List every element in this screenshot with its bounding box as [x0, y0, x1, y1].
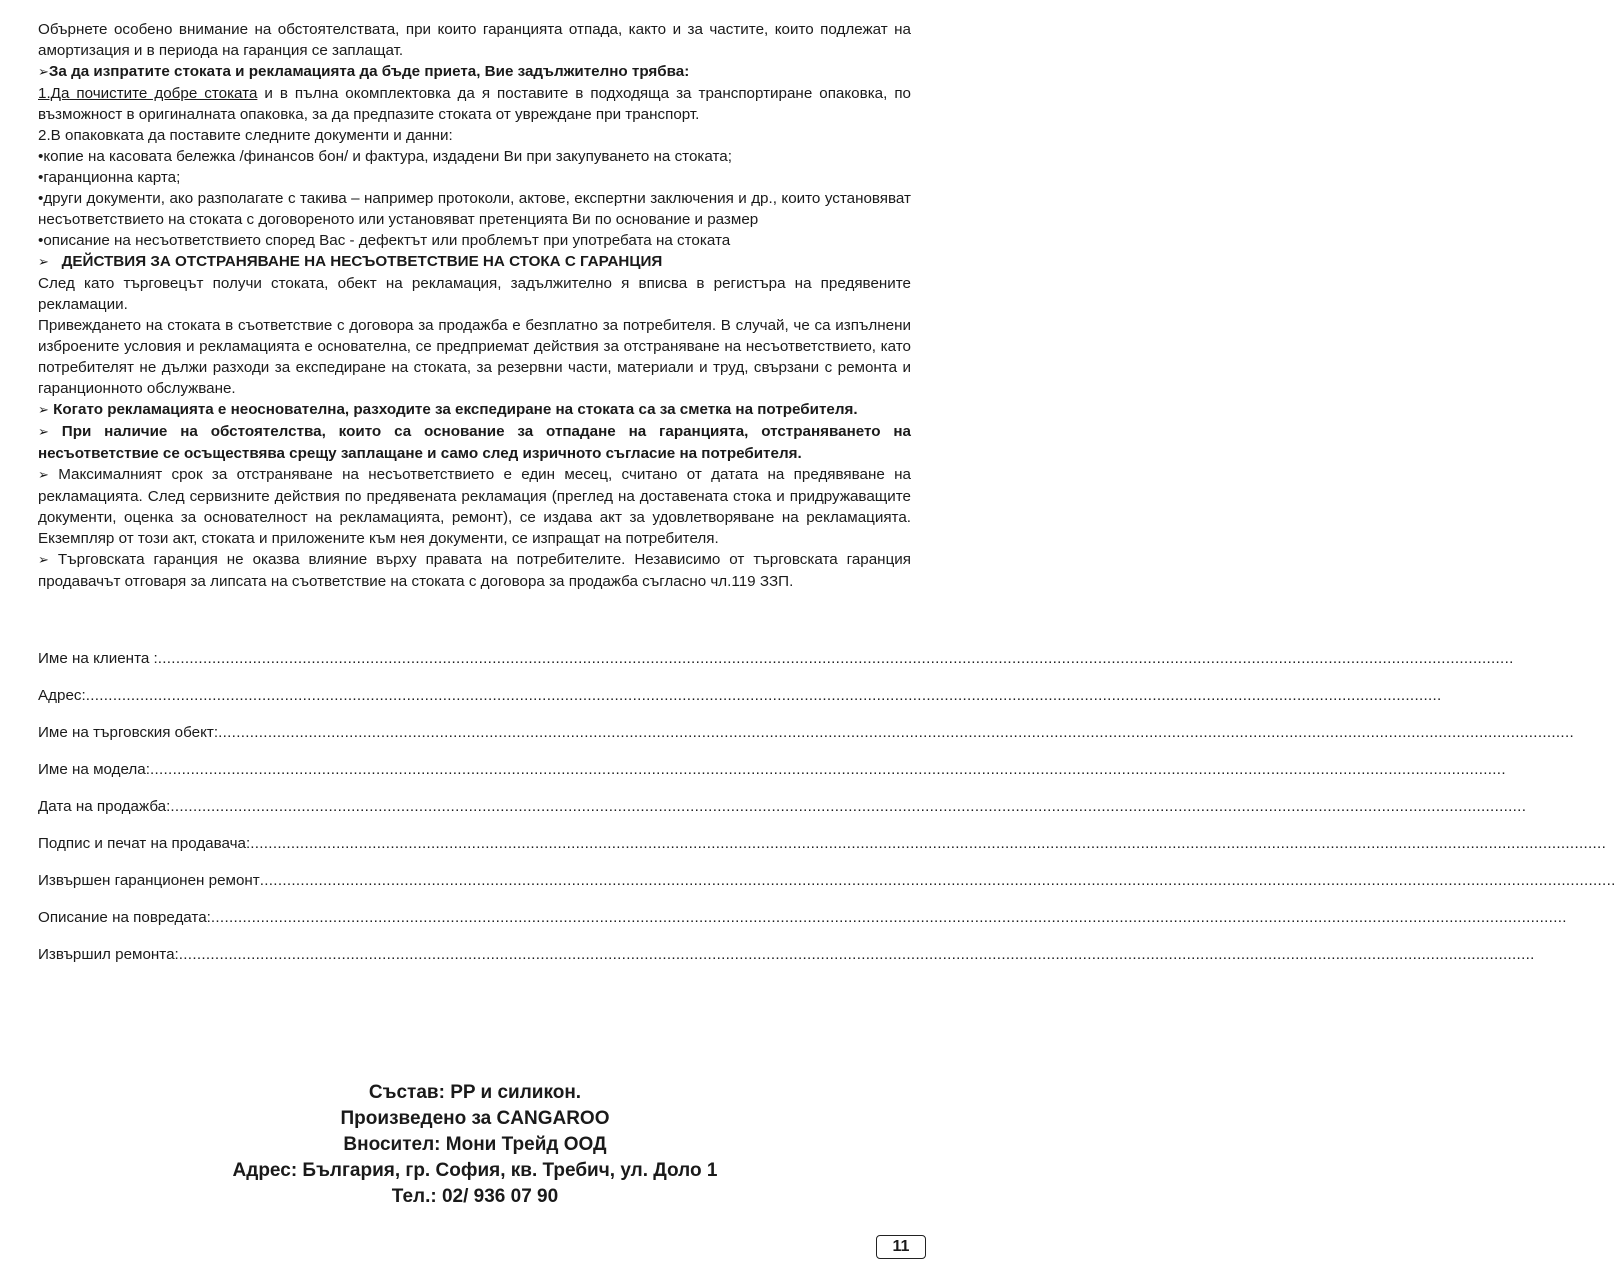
model-name-field[interactable]: [38, 761, 1506, 798]
address-field[interactable]: [38, 687, 1442, 724]
field-label: Име на търговския обект:: [38, 724, 219, 741]
fill-line[interactable]: ............................................................................................................................................................................................................................................................................................................: [210, 909, 1567, 926]
field-label: Адрес:: [38, 687, 86, 704]
sale-date-field[interactable]: [38, 798, 1527, 835]
warranty-void-paragraph: [38, 421, 911, 464]
bullet-item: •описание на несъответствието според Вас - дефектът или проблемът при употребата на стоката: [38, 232, 731, 249]
actions-heading: [38, 251, 911, 273]
actions-heading-text: ДЕЙСТВИЯ ЗА ОТСТРАНЯВАНЕ НА НЕСЪОТВЕТСТВИЕ НА СТОКА С ГАРАНЦИЯ: [61, 253, 663, 270]
commercial-warranty-paragraph: [38, 549, 911, 592]
fill-line[interactable]: ............................................................................................................................................................................................................................................................................................................: [259, 872, 1616, 889]
field-label: Дата на продажба:: [38, 798, 171, 815]
arrow-bullet-icon: ➢: [38, 65, 49, 80]
fill-line[interactable]: ............................................................................................................................................................................................................................................................................................................: [250, 835, 1607, 852]
unfounded-claim-text: Когато рекламацията е неоснователна, разходите за експедиране на стоката са за сметка на потребителя.: [53, 401, 858, 418]
repair-term-paragraph: [38, 464, 911, 549]
fill-line[interactable]: ............................................................................................................................................................................................................................................................................................................: [178, 946, 1535, 963]
repaired-by-field[interactable]: [38, 946, 1535, 983]
commercial-warranty-text: Търговската гаранция не оказва влияние върху правата на потребителите. Независимо от търговската гаранция продавачът отговаря за липсата на съответствие на стоката с договора за продажба съгласно чл.119 ЗЗП.: [38, 551, 911, 590]
field-label: Описание на повредата:: [38, 909, 211, 926]
client-name-field[interactable]: [38, 650, 1514, 687]
fill-line[interactable]: ............................................................................................................................................................................................................................................................................................................: [170, 798, 1527, 815]
bullet-item: •гаранционна карта;: [38, 169, 181, 186]
arrow-bullet-icon: ➢: [38, 553, 49, 568]
arrow-bullet-icon: ➢: [38, 255, 49, 270]
fill-line[interactable]: ............................................................................................................................................................................................................................................................................................................: [149, 761, 1506, 778]
send-heading-text: За да изпратите стоката и рекламацията да бъде приета, Вие задължително трябва:: [48, 63, 690, 80]
step-2-paragraph: 2.В опаковката да поставите следните документи и данни:: [38, 127, 453, 144]
register-paragraph: След като търговецът получи стоката, обект на рекламация, задължително я вписва в регистъра на предявените рекламации.: [38, 275, 911, 313]
fill-line[interactable]: ............................................................................................................................................................................................................................................................................................................: [218, 724, 1574, 741]
seller-signature-field[interactable]: [38, 835, 1607, 872]
field-label: Име на клиента :: [38, 650, 158, 667]
fill-line[interactable]: ............................................................................................................................................................................................................................................................................................................: [85, 687, 1442, 704]
bullet-item: •други документи, ако разполагате с такива – например протоколи, актове, експертни заключения и др., които установяват несъответствието на стоката с договореното или установяват претенцията Ви по основание и размер: [38, 190, 911, 228]
phone-line: Тел.: 02/ 936 07 90: [391, 1186, 559, 1207]
product-info-footer: [0, 1080, 950, 1210]
step-1-paragraph: [38, 83, 911, 125]
step-1-rest: и в пълна окомплектовка да я поставите в подходяща за транспортиране опаковка, по възможност в оригиналната опаковка, за да предпазите стоката от увреждане при транспорт.: [38, 85, 911, 123]
step-1-underlined: 1.Да почистите добре стоката: [38, 85, 258, 102]
importer-line: Вносител: Мони Трейд ООД: [343, 1134, 607, 1155]
free-repair-paragraph: Привеждането на стоката в съответствие с договора за продажба е безплатно за потребителя. В случай, че са изпълнени изброените условия и рекламацията е основателна, се предприемат действия за отстраняване на несъответствието, като потребителят не дължи разходи за експедиране на стоката, за резервни части, материали и труд, свързани с ремонта и гаранционното обслужване.: [38, 317, 911, 397]
field-label: Име на модела:: [38, 761, 150, 778]
warranty-void-text: При наличие на обстоятелства, които са основание за отпадане на гаранцията, отстраняването на несъответствие се осъществява срещу заплащане и само след изричното съгласие на потребителя.: [38, 423, 911, 462]
field-label: Извършен гаранционен ремонт: [38, 872, 260, 889]
made-for-line: Произведено за CANGAROO: [340, 1108, 610, 1129]
warranty-form: [38, 650, 1616, 983]
store-name-field[interactable]: [38, 724, 1574, 761]
composition-line: Състав: PP и силикон.: [368, 1082, 582, 1103]
arrow-bullet-icon: ➢: [38, 403, 49, 418]
bullet-item: •копие на касовата бележка /финансов бон/ и фактура, издадени Ви при закупуването на стоката;: [38, 148, 732, 165]
field-label: Подпис и печат на продавача:: [38, 835, 251, 852]
damage-description-field[interactable]: [38, 909, 1567, 946]
unfounded-claim-paragraph: [38, 399, 911, 421]
warranty-repair-field[interactable]: [38, 872, 1616, 909]
address-line: Адрес: България, гр. София, кв. Требич, ул. Доло 1: [232, 1160, 718, 1181]
arrow-bullet-icon: ➢: [38, 468, 49, 483]
field-label: Извършил ремонта:: [38, 946, 179, 963]
page-number: 11: [876, 1235, 926, 1259]
send-instructions-heading: [38, 61, 911, 83]
fill-line[interactable]: ............................................................................................................................................................................................................................................................................................................: [157, 650, 1514, 667]
warranty-terms-text: [38, 19, 911, 592]
repair-term-text: Максималният срок за отстраняване на несъответствието е един месец, считано от датата на предявяване на рекламацията. След сервизните действия по предявената рекламация (преглед на доставената стока и придружаващите документи, оценка за основателност на рекламацията, ремонт), се издава акт за удовлетворяване на рекламацията. Екземпляр от този акт, стоката и приложените към нея документи, се изпращат на потребителя.: [38, 466, 911, 547]
arrow-bullet-icon: ➢: [38, 425, 49, 440]
intro-paragraph: Обърнете особено внимание на обстоятелствата, при които гаранцията отпада, както и за частите, които подлежат на амортизация и в периода на гаранция се заплащат.: [38, 21, 911, 59]
